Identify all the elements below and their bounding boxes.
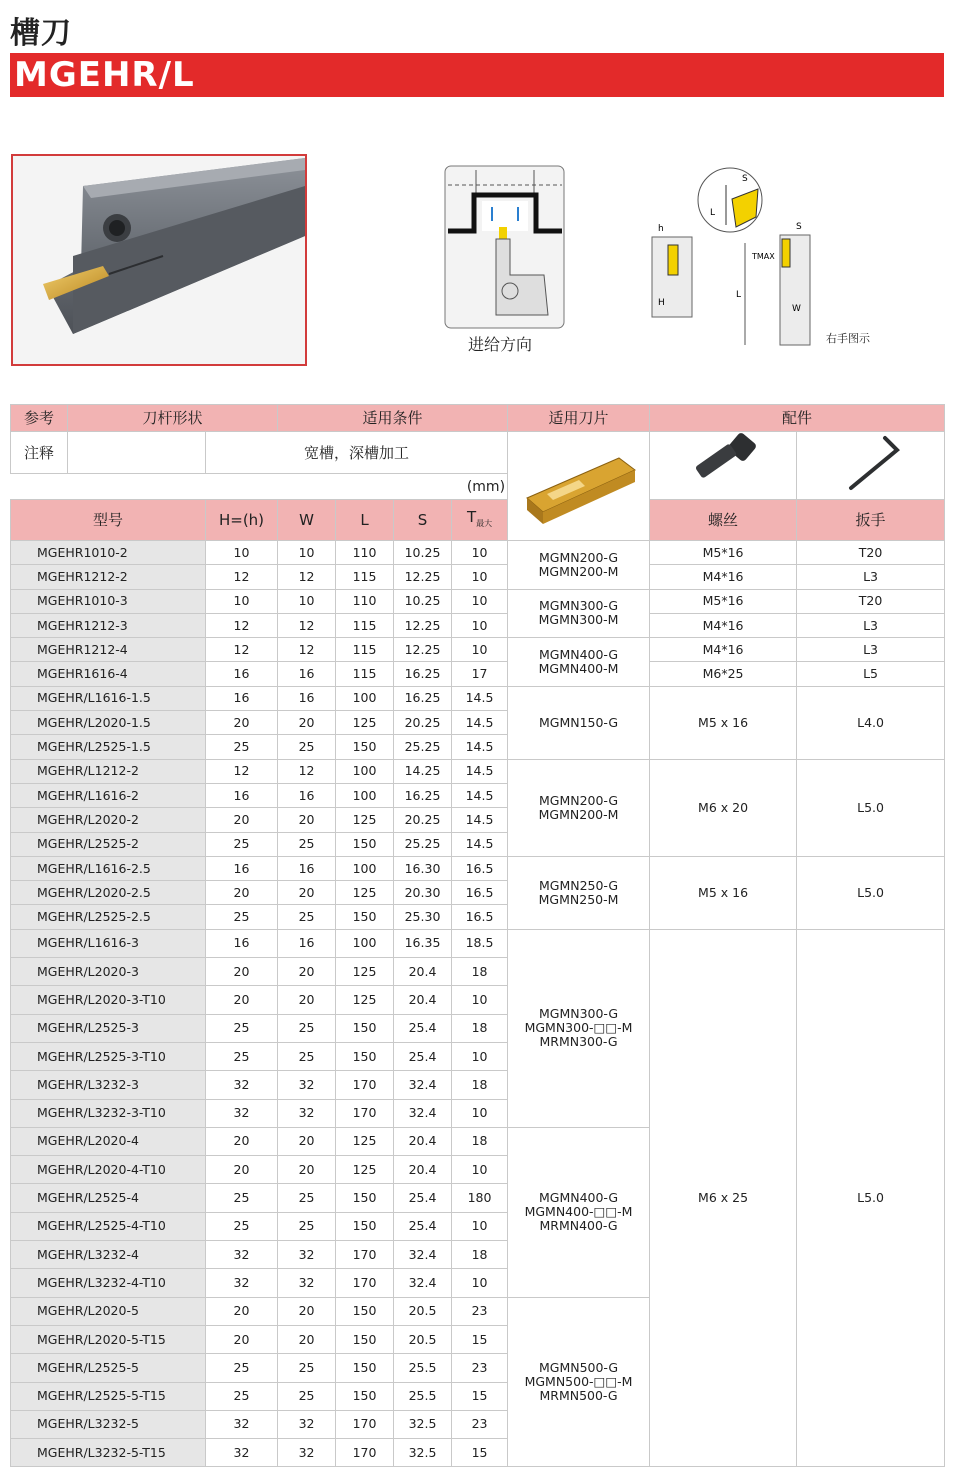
S-cell: 12.25 [394,565,452,589]
T-cell: 14.5 [452,808,508,832]
screw-cell: M6 x 20 [650,759,797,856]
S-cell: 25.5 [394,1382,452,1410]
H-cell: 25 [206,1014,278,1042]
H-cell: 20 [206,958,278,986]
S-cell: 12.25 [394,613,452,637]
T-cell: 10 [452,613,508,637]
col-wrench: 扳手 [797,500,945,541]
S-cell: 25.5 [394,1354,452,1382]
H-cell: 25 [206,1382,278,1410]
W-cell: 25 [278,1354,336,1382]
W-cell: 32 [278,1241,336,1269]
T-cell: 14.5 [452,686,508,710]
W-cell: 20 [278,1156,336,1184]
S-cell: 20.4 [394,958,452,986]
S-cell: 25.25 [394,832,452,856]
model-cell: MGEHR1212-3 [11,613,206,637]
L-cell: 170 [336,1410,394,1438]
screw-image [650,432,797,500]
product-photo [11,154,307,366]
S-cell: 14.25 [394,759,452,783]
H-cell: 12 [206,759,278,783]
tool-holder-illustration [13,156,305,364]
S-cell: 20.4 [394,1127,452,1155]
model-cell: MGEHR/L2020-4 [11,1127,206,1155]
table-row [11,613,945,637]
W-cell: 25 [278,1212,336,1240]
T-cell: 23 [452,1297,508,1325]
col-model: 型号 [11,500,206,541]
W-cell: 32 [278,1071,336,1099]
S-cell: 16.30 [394,856,452,880]
S-cell: 32.4 [394,1099,452,1127]
L-cell: 115 [336,565,394,589]
W-cell: 25 [278,1042,336,1070]
model-cell: MGEHR1010-2 [11,541,206,565]
W-cell: 16 [278,929,336,957]
S-cell: 32.4 [394,1241,452,1269]
H-cell: 10 [206,541,278,565]
col-T: $T_{最大}$ [452,500,508,541]
W-cell: 10 [278,541,336,565]
W-cell: 25 [278,1184,336,1212]
W-cell: 20 [278,1127,336,1155]
wrench-icon [831,432,911,496]
spec-table [10,404,945,1467]
unit-label: (mm) [11,474,508,500]
wrench-cell: T20 [797,589,945,613]
insert-cell: MGMN300-G MGMN300-M [508,589,650,638]
H-cell: 12 [206,613,278,637]
page-title: 槽刀 [10,16,72,51]
screw-cell: M5 x 16 [650,686,797,759]
S-cell: 12.25 [394,638,452,662]
L-cell: 150 [336,1184,394,1212]
W-cell: 20 [278,881,336,905]
model-cell: MGEHR/L2525-2.5 [11,905,206,929]
L-cell: 125 [336,881,394,905]
L-cell: 170 [336,1439,394,1467]
T-cell: 10 [452,1156,508,1184]
insert-cell: MGMN400-G MGMN400-□□-M MRMN400-G [508,1127,650,1297]
H-cell: 25 [206,735,278,759]
L-cell: 100 [336,759,394,783]
model-cell: MGEHR/L2525-5 [11,1354,206,1382]
table-row [11,541,945,565]
L-cell: 150 [336,1042,394,1070]
insert-cell: MGMN200-G MGMN200-M [508,541,650,590]
col-H: H=(h) [206,500,278,541]
model-cell: MGEHR/L3232-3 [11,1071,206,1099]
H-cell: 32 [206,1099,278,1127]
T-cell: 18 [452,1014,508,1042]
H-cell: 25 [206,1042,278,1070]
model-cell: MGEHR/L1616-3 [11,929,206,957]
model-cell: MGEHR/L1212-2 [11,759,206,783]
L-cell: 170 [336,1269,394,1297]
model-cell: MGEHR/L2020-2.5 [11,881,206,905]
S-cell: 16.35 [394,929,452,957]
label-w: W [792,304,801,314]
L-cell: 125 [336,986,394,1014]
model-cell: MGEHR/L2020-3 [11,958,206,986]
note-empty [68,432,206,474]
T-cell: 14.5 [452,783,508,807]
H-cell: 20 [206,711,278,735]
T-cell: 18 [452,1241,508,1269]
hdr-insert: 适用刀片 [508,405,650,432]
L-cell: 150 [336,1297,394,1325]
W-cell: 16 [278,686,336,710]
model-cell: MGEHR/L1616-1.5 [11,686,206,710]
model-cell: MGEHR/L3232-4-T10 [11,1269,206,1297]
model-cell: MGEHR/L2020-5 [11,1297,206,1325]
H-cell: 32 [206,1241,278,1269]
insert-icon [519,440,639,530]
S-cell: 16.25 [394,783,452,807]
W-cell: 20 [278,808,336,832]
W-cell: 16 [278,662,336,686]
hdr-ref: 参考 [11,405,68,432]
label-s-side: S [796,222,802,232]
S-cell: 25.4 [394,1042,452,1070]
model-cell: MGEHR/L2525-3-T10 [11,1042,206,1070]
wrench-cell: L5 [797,662,945,686]
L-cell: 125 [336,1127,394,1155]
hdr-shape: 刀杆形状 [68,405,278,432]
W-cell: 32 [278,1099,336,1127]
wrench-cell: L3 [797,565,945,589]
screw-cell: M4*16 [650,565,797,589]
H-cell: 25 [206,905,278,929]
cond-value: 宽槽，深槽加工 [206,432,508,474]
S-cell: 32.5 [394,1439,452,1467]
screw-cell: M6 x 25 [650,929,797,1467]
H-cell: 16 [206,662,278,686]
L-cell: 150 [336,832,394,856]
W-cell: 20 [278,986,336,1014]
W-cell: 10 [278,589,336,613]
H-cell: 20 [206,881,278,905]
W-cell: 20 [278,1325,336,1353]
T-cell: 17 [452,662,508,686]
S-cell: 25.25 [394,735,452,759]
T-cell: 10 [452,1212,508,1240]
H-cell: 16 [206,686,278,710]
S-cell: 10.25 [394,541,452,565]
T-cell: 16.5 [452,856,508,880]
S-cell: 25.4 [394,1212,452,1240]
T-cell: 16.5 [452,905,508,929]
L-cell: 150 [336,1325,394,1353]
model-cell: MGEHR/L2525-1.5 [11,735,206,759]
W-cell: 20 [278,958,336,986]
note-label: 注释 [11,432,68,474]
screw-cell: M5 x 16 [650,856,797,929]
L-cell: 150 [336,1212,394,1240]
insert-cell: MGMN300-G MGMN300-□□-M MRMN300-G [508,929,650,1127]
col-L: L [336,500,394,541]
model-cell: MGEHR/L1616-2.5 [11,856,206,880]
T-cell: 10 [452,1099,508,1127]
T-cell: 14.5 [452,832,508,856]
model-cell: MGEHR/L2020-1.5 [11,711,206,735]
S-cell: 20.4 [394,1156,452,1184]
W-cell: 25 [278,832,336,856]
T-cell: 23 [452,1410,508,1438]
T-cell: 15 [452,1439,508,1467]
W-cell: 12 [278,759,336,783]
banner-text: MGEHR/L [14,55,195,95]
T-cell: 10 [452,986,508,1014]
W-cell: 12 [278,613,336,637]
S-cell: 32.4 [394,1269,452,1297]
T-cell: 10 [452,1042,508,1070]
label-h-large: H [658,298,665,308]
L-cell: 150 [336,1382,394,1410]
table-row [11,565,945,589]
L-cell: 150 [336,1354,394,1382]
L-cell: 150 [336,735,394,759]
S-cell: 10.25 [394,589,452,613]
L-cell: 100 [336,783,394,807]
H-cell: 32 [206,1071,278,1099]
L-cell: 110 [336,541,394,565]
insert-cell: MGMN200-G MGMN200-M [508,759,650,856]
T-cell: 15 [452,1382,508,1410]
table-row [11,589,945,613]
H-cell: 20 [206,1297,278,1325]
H-cell: 25 [206,1212,278,1240]
model-cell: MGEHR1010-3 [11,589,206,613]
wrench-cell: L3 [797,613,945,637]
T-cell: 10 [452,565,508,589]
model-cell: MGEHR/L2525-3 [11,1014,206,1042]
hdr-acc: 配件 [650,405,945,432]
W-cell: 20 [278,711,336,735]
table-row [11,929,945,957]
S-cell: 20.5 [394,1297,452,1325]
L-cell: 170 [336,1099,394,1127]
table-row [11,856,945,880]
model-cell: MGEHR/L3232-4 [11,1241,206,1269]
insert-cell: MGMN250-G MGMN250-M [508,856,650,929]
table-row [11,638,945,662]
T-cell: 14.5 [452,735,508,759]
L-cell: 110 [336,589,394,613]
L-cell: 125 [336,1156,394,1184]
L-cell: 150 [336,1014,394,1042]
model-cell: MGEHR1616-4 [11,662,206,686]
model-cell: MGEHR/L3232-5 [11,1410,206,1438]
T-cell: 23 [452,1354,508,1382]
label-l-small: L [710,208,716,218]
L-cell: 125 [336,958,394,986]
W-cell: 12 [278,638,336,662]
S-cell: 20.25 [394,711,452,735]
T-cell: 18.5 [452,929,508,957]
T-cell: 15 [452,1325,508,1353]
right-hand-label: 右手图示 [826,332,870,345]
model-cell: MGEHR/L2020-5-T15 [11,1325,206,1353]
feed-direction-diagram [444,165,566,330]
col-W: W [278,500,336,541]
L-cell: 125 [336,808,394,832]
S-cell: 16.25 [394,686,452,710]
T-cell: 16.5 [452,881,508,905]
wrench-cell: L5.0 [797,856,945,929]
screw-cell: M4*16 [650,638,797,662]
T-cell: 10 [452,638,508,662]
T-cell: 10 [452,541,508,565]
col-screw: 螺丝 [650,500,797,541]
T-cell: 10 [452,589,508,613]
H-cell: 25 [206,1184,278,1212]
W-cell: 32 [278,1439,336,1467]
T-cell: 18 [452,1071,508,1099]
model-cell: MGEHR/L3232-3-T10 [11,1099,206,1127]
H-cell: 16 [206,783,278,807]
screw-cell: M5*16 [650,589,797,613]
insert-cell: MGMN500-G MGMN500-□□-M MRMN500-G [508,1297,650,1467]
H-cell: 20 [206,1325,278,1353]
insert-image [508,432,650,541]
H-cell: 32 [206,1410,278,1438]
W-cell: 16 [278,856,336,880]
L-cell: 115 [336,638,394,662]
wrench-image [797,432,945,500]
W-cell: 25 [278,1382,336,1410]
S-cell: 32.4 [394,1071,452,1099]
W-cell: 32 [278,1410,336,1438]
model-cell: MGEHR/L2525-4 [11,1184,206,1212]
S-cell: 32.5 [394,1410,452,1438]
T-cell: 180 [452,1184,508,1212]
T-cell: 18 [452,958,508,986]
L-cell: 125 [336,711,394,735]
wrench-cell: L5.0 [797,929,945,1467]
L-cell: 100 [336,686,394,710]
model-cell: MGEHR/L2525-2 [11,832,206,856]
feed-direction-label: 进给方向 [468,335,533,354]
model-cell: MGEHR/L2525-4-T10 [11,1212,206,1240]
S-cell: 16.25 [394,662,452,686]
H-cell: 12 [206,638,278,662]
H-cell: 16 [206,856,278,880]
W-cell: 12 [278,565,336,589]
T-cell: 18 [452,1127,508,1155]
S-cell: 25.30 [394,905,452,929]
model-cell: MGEHR/L2020-3-T10 [11,986,206,1014]
H-cell: 32 [206,1439,278,1467]
H-cell: 32 [206,1269,278,1297]
label-h-small: h [658,224,664,234]
H-cell: 20 [206,1156,278,1184]
label-tmax: TMAX [752,252,775,261]
W-cell: 25 [278,905,336,929]
L-cell: 115 [336,662,394,686]
screw-cell: M4*16 [650,613,797,637]
model-cell: MGEHR/L1616-2 [11,783,206,807]
label-s-top: S [742,174,748,184]
L-cell: 100 [336,856,394,880]
insert-cell: MGMN400-G MGMN400-M [508,638,650,687]
wrench-cell: L5.0 [797,759,945,856]
wrench-cell: T20 [797,541,945,565]
model-cell: MGEHR/L2020-2 [11,808,206,832]
table-row [11,759,945,783]
L-cell: 115 [336,613,394,637]
model-cell: MGEHR/L3232-5-T15 [11,1439,206,1467]
T-cell: 14.5 [452,759,508,783]
insert-cell: MGMN150-G [508,686,650,759]
H-cell: 20 [206,1127,278,1155]
T-cell: 14.5 [452,711,508,735]
W-cell: 32 [278,1269,336,1297]
wrench-cell: L3 [797,638,945,662]
table-row [11,686,945,710]
L-cell: 170 [336,1241,394,1269]
model-cell: MGEHR/L2020-4-T10 [11,1156,206,1184]
table-row [11,662,945,686]
S-cell: 20.25 [394,808,452,832]
wrench-cell: L4.0 [797,686,945,759]
col-S: S [394,500,452,541]
dimension-diagram [640,165,840,355]
screw-cell: M5*16 [650,541,797,565]
model-cell: MGEHR/L2525-5-T15 [11,1382,206,1410]
T-cell: 10 [452,1269,508,1297]
S-cell: 25.4 [394,1184,452,1212]
W-cell: 20 [278,1297,336,1325]
model-cell: MGEHR1212-2 [11,565,206,589]
W-cell: 25 [278,1014,336,1042]
H-cell: 10 [206,589,278,613]
W-cell: 16 [278,783,336,807]
L-cell: 100 [336,929,394,957]
W-cell: 25 [278,735,336,759]
S-cell: 25.4 [394,1014,452,1042]
hdr-cond: 适用条件 [278,405,508,432]
S-cell: 20.5 [394,1325,452,1353]
screw-cell: M6*25 [650,662,797,686]
S-cell: 20.4 [394,986,452,1014]
screw-icon [683,432,763,496]
S-cell: 20.30 [394,881,452,905]
H-cell: 20 [206,986,278,1014]
H-cell: 16 [206,929,278,957]
H-cell: 25 [206,832,278,856]
H-cell: 12 [206,565,278,589]
H-cell: 25 [206,1354,278,1382]
title-banner [10,53,944,97]
label-L: L [736,290,742,300]
L-cell: 150 [336,905,394,929]
H-cell: 20 [206,808,278,832]
L-cell: 170 [336,1071,394,1099]
model-cell: MGEHR1212-4 [11,638,206,662]
